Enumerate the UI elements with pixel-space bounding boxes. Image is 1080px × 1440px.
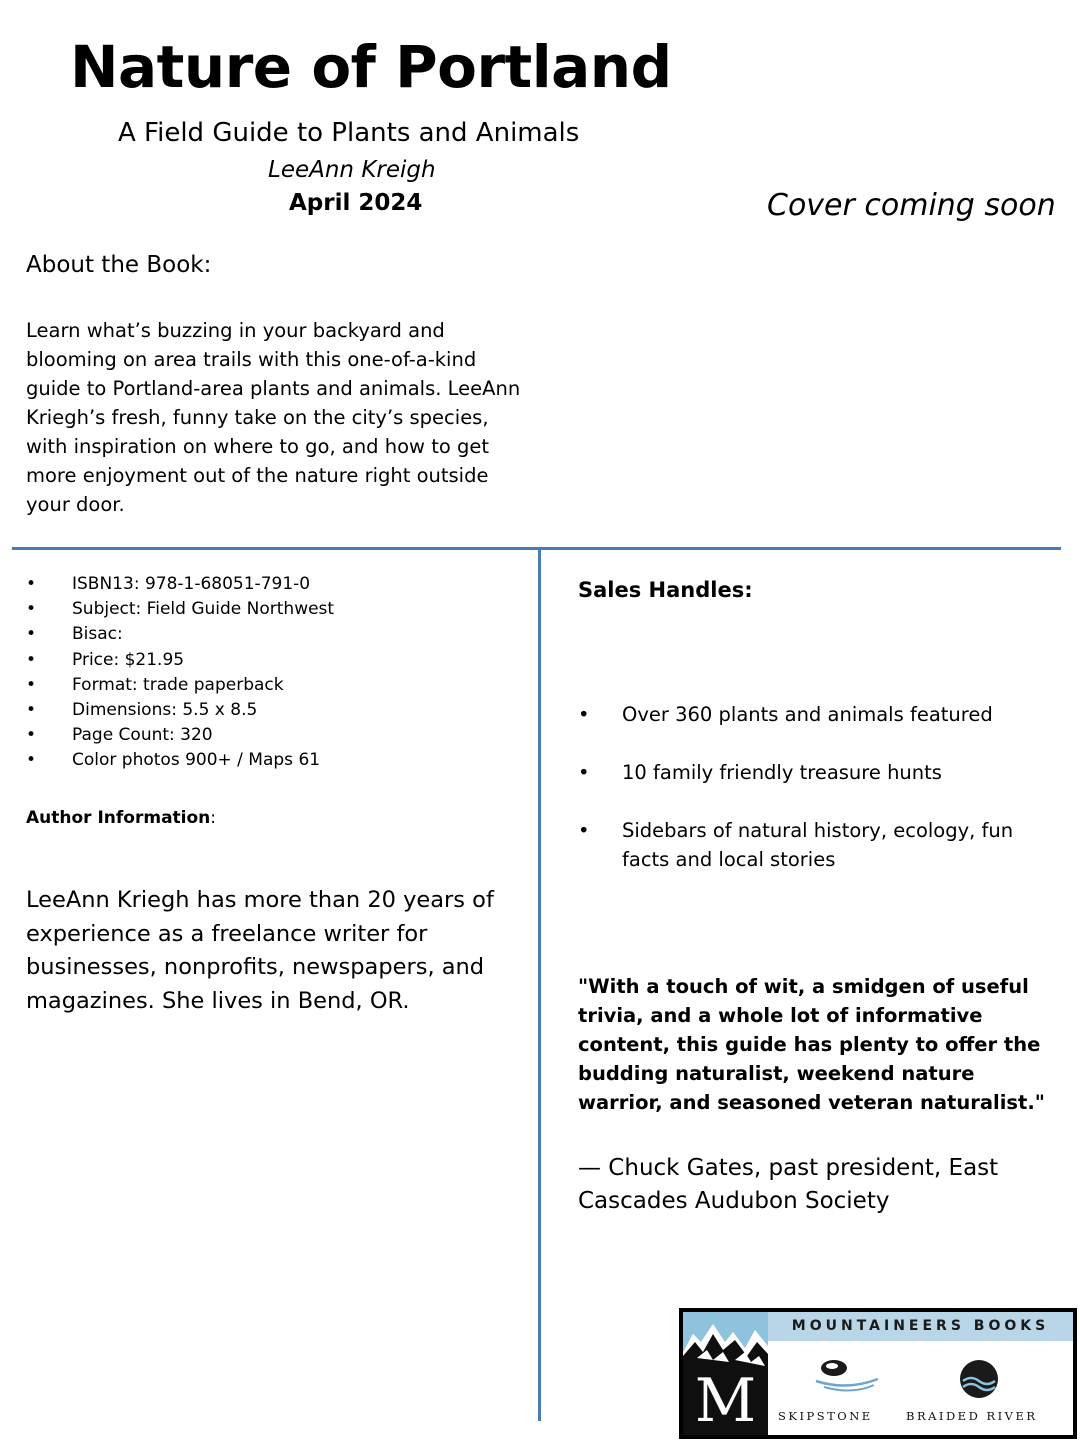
author-bio: LeeAnn Kriegh has more than 20 years of experience as a freelance writer for businesses, nonprofits, newspapers, and magazines. She lives in Bend, OR. [26, 887, 494, 1014]
author-info-heading [26, 808, 216, 828]
review-attribution: — Chuck Gates, past president, East Cascades Audubon Society [578, 1155, 999, 1214]
skipstone-icon [812, 1357, 882, 1395]
detail-price: • Price: $21.95 [26, 648, 334, 673]
logo-m-letter: M [694, 1366, 757, 1435]
detail-page-count: • Page Count: 320 [26, 723, 334, 748]
author-name: LeeAnn Kreigh [268, 157, 436, 183]
horizontal-divider [12, 547, 1061, 550]
author-info-heading-colon: : [210, 808, 217, 828]
cover-placeholder-note: Cover coming soon [767, 188, 1056, 223]
sales-handle-item: • 10 family friendly treasure hunts [578, 758, 1038, 787]
sales-handles-list [578, 700, 1038, 903]
imprint-skipstone: SKIPSTONE [778, 1409, 873, 1423]
detail-dimensions: • Dimensions: 5.5 x 8.5 [26, 698, 334, 723]
detail-isbn: • ISBN13: 978-1-68051-791-0 [26, 572, 334, 597]
book-details-list [26, 572, 334, 774]
detail-bisac: • Bisac: [26, 622, 334, 647]
about-heading: About the Book: [26, 252, 212, 278]
imprints-panel [768, 1341, 1073, 1435]
book-subtitle: A Field Guide to Plants and Animals [118, 118, 580, 148]
publisher-name: MOUNTAINEERS BOOKS [768, 1312, 1073, 1341]
sales-handle-item: • Sidebars of natural history, ecology, fun facts and local stories [578, 816, 1038, 874]
mountaineers-mark [683, 1312, 768, 1435]
imprint-braided-river: BRAIDED RIVER [906, 1409, 1038, 1423]
braided-river-icon [957, 1357, 1001, 1401]
page-title: Nature of Portland [70, 33, 672, 101]
publisher-logo [679, 1308, 1077, 1439]
vertical-divider [538, 549, 541, 1421]
review-quote: "With a touch of wit, a smidgen of useful trivia, and a whole lot of informative content, this guide has plenty to offer the budding naturalist, weekend nature warrior, and seasoned veteran naturalist." [578, 975, 1045, 1114]
sales-handles-heading: Sales Handles: [578, 578, 753, 602]
detail-subject: • Subject: Field Guide Northwest [26, 597, 334, 622]
about-description: Learn what’s buzzing in your backyard and blooming on area trails with this one-of-a-kind guide to Portland-area plants and animals. LeeAnn Kriegh’s fresh, funny take on the city’s species, with inspiration on where to go, and how to get more enjoyment out of the nature right outside your door. [26, 319, 521, 516]
sales-handle-item: • Over 360 plants and animals featured [578, 700, 1038, 729]
publication-date: April 2024 [289, 190, 423, 216]
detail-photos-maps: • Color photos 900+ / Maps 61 [26, 748, 334, 773]
detail-format: • Format: trade paperback [26, 673, 334, 698]
author-info-heading-label: Author Information [26, 808, 211, 828]
